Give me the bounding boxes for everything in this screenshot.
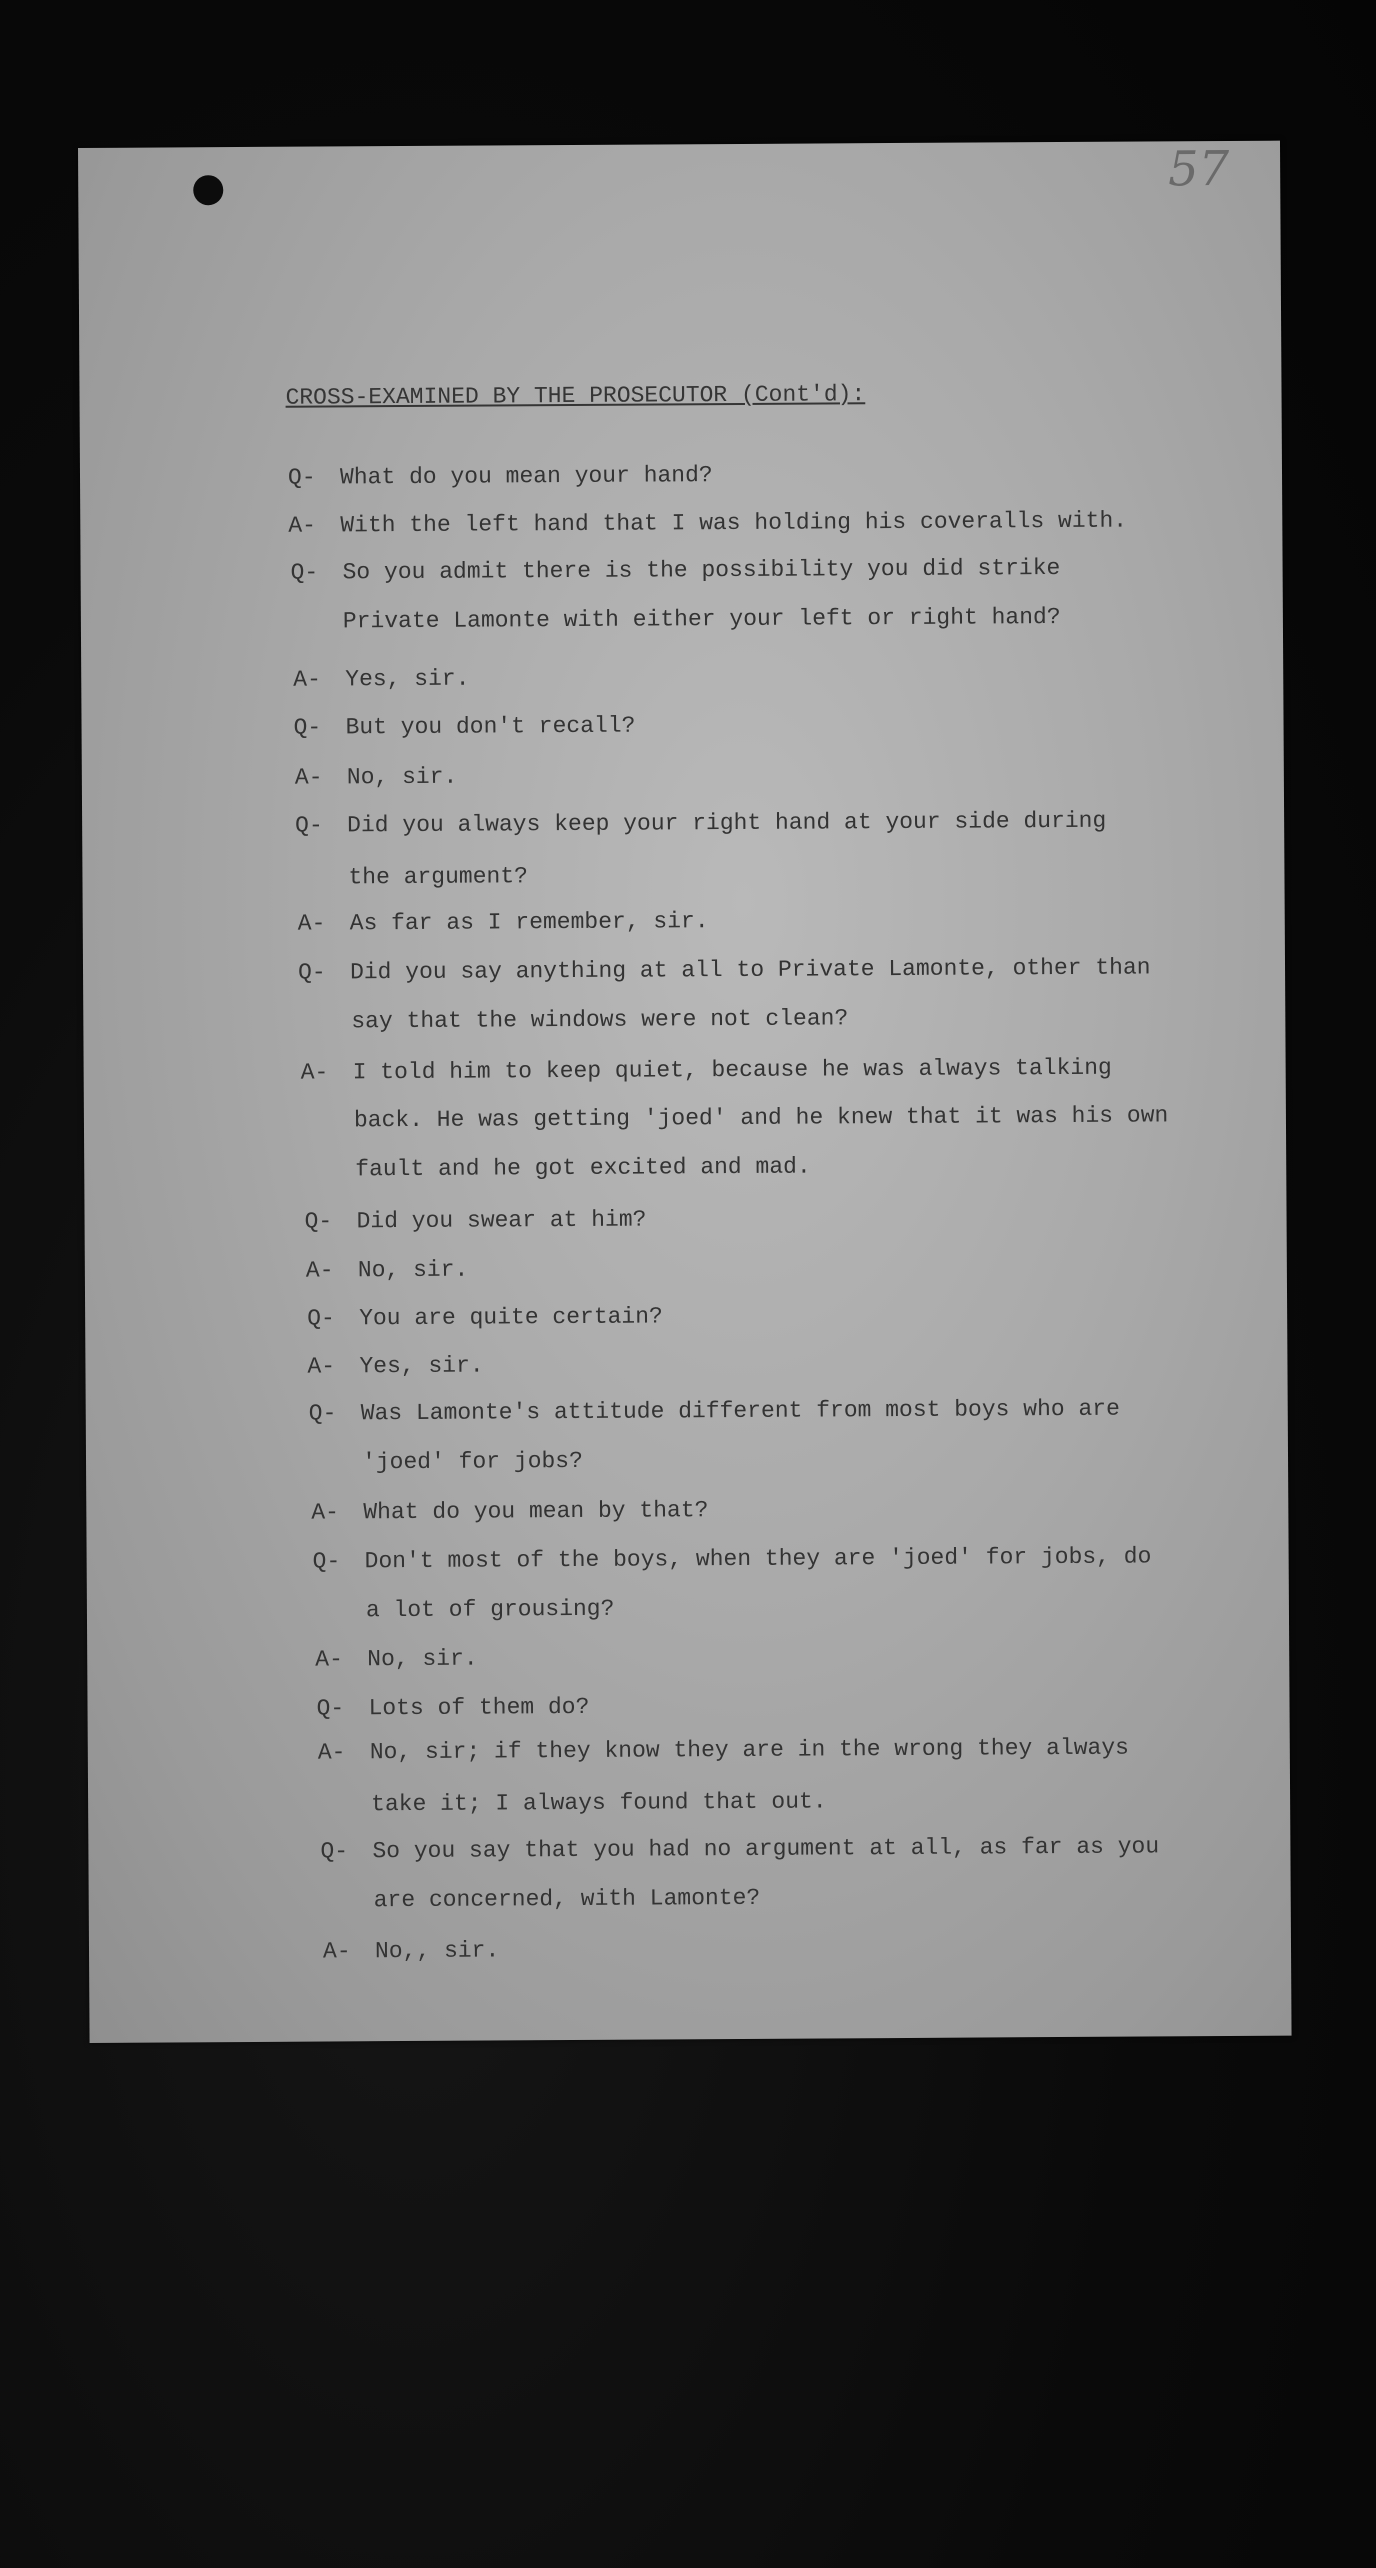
- line-tag: A-: [311, 1499, 340, 1526]
- line-text: Did you say anything at all to Private Lamonte, other than: [349, 954, 1151, 986]
- line-tag: Q-: [307, 1305, 335, 1332]
- line-tag: A-: [300, 1059, 329, 1086]
- line-tag: Q-: [304, 1208, 333, 1235]
- line-text: Did you always keep your right hand at your side during: [347, 807, 1107, 839]
- line-tag: Q-: [308, 1400, 337, 1427]
- line-text: 'joed' for jobs?: [361, 1447, 583, 1476]
- line-text: are concerned, with Lamonte?: [373, 1884, 761, 1914]
- line-tag: A-: [293, 666, 321, 693]
- line-text: With the left hand that I was holding his coveralls with.: [340, 507, 1128, 539]
- line-tag: A-: [322, 1938, 351, 1965]
- line-text: Yes, sir.: [345, 665, 470, 693]
- line-text: take it; I always found that out.: [371, 1788, 827, 1818]
- line-text: Was Lamonte's attitude different from most boys who are: [360, 1395, 1120, 1427]
- line-tag: Q-: [287, 464, 316, 491]
- line-text: No, sir.: [357, 1256, 469, 1284]
- line-text: the argument?: [348, 863, 528, 891]
- line-text: Don't most of the boys, when they are 'joed' for jobs, do: [364, 1543, 1152, 1575]
- line-tag: Q-: [290, 559, 319, 586]
- line-text: say that the windows were not clean?: [351, 1005, 849, 1035]
- line-tag: A-: [294, 764, 323, 791]
- line-tag: A-: [288, 512, 316, 539]
- line-text: But you don't recall?: [345, 712, 636, 741]
- line-tag: Q-: [295, 812, 323, 839]
- line-text: Lots of them do?: [368, 1693, 590, 1722]
- line-text: No, sir.: [346, 763, 458, 791]
- line-text: No, sir.: [367, 1645, 478, 1673]
- line-text: You are quite certain?: [359, 1303, 663, 1332]
- document-page: [78, 141, 1292, 2043]
- line-text: No,, sir.: [374, 1937, 500, 1965]
- line-text: back. He was getting 'joed' and he knew that it was his own: [353, 1102, 1169, 1134]
- line-tag: A-: [307, 1353, 336, 1380]
- line-text: So you say that you had no argument at all, as far as you: [372, 1833, 1160, 1865]
- line-tag: Q-: [320, 1838, 349, 1865]
- line-text: What do you mean by that?: [363, 1497, 709, 1526]
- line-text: As far as I remember, sir.: [349, 908, 709, 937]
- punch-hole: [193, 175, 223, 205]
- line-tag: Q-: [312, 1548, 341, 1575]
- line-text: No, sir; if they know they are in the wrong they always: [369, 1734, 1129, 1766]
- line-tag: Q-: [297, 959, 326, 986]
- section-heading: CROSS-EXAMINED BY THE PROSECUTOR (Cont'd):: [285, 381, 866, 411]
- line-tag: A-: [315, 1646, 343, 1673]
- line-text: fault and he got excited and mad.: [355, 1153, 811, 1183]
- line-tag: Q-: [316, 1695, 345, 1722]
- line-text: What do you mean your hand?: [339, 462, 713, 491]
- line-tag: A-: [317, 1739, 346, 1766]
- line-tag: Q-: [293, 714, 322, 741]
- line-text: Did you swear at him?: [356, 1206, 647, 1235]
- page-number: 57: [1167, 140, 1230, 198]
- line-tag: A-: [305, 1257, 334, 1284]
- line-text: So you admit there is the possibility you did strike: [342, 555, 1061, 586]
- line-text: I told him to keep quiet, because he was always talking: [352, 1054, 1112, 1086]
- line-text: a lot of grousing?: [365, 1595, 615, 1624]
- line-text: Private Lamonte with either your left or right hand?: [342, 604, 1061, 635]
- line-tag: A-: [297, 910, 326, 937]
- line-text: Yes, sir.: [359, 1352, 484, 1380]
